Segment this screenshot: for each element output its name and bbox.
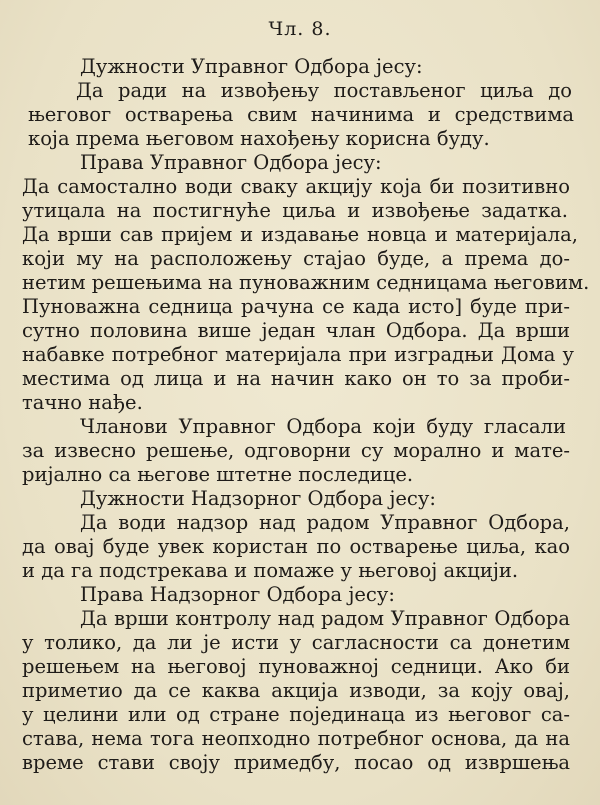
text-line: који му на расположењу стајао буде, а према до- [22,247,570,270]
text-line: Да самостално води сваку акцију која би позитивно [22,175,570,198]
text-line: набавке потребног материјала при изградњи Дома у [22,343,574,366]
text-line: Да ради на извођењу постављеног циља до [76,79,572,102]
text-line: сутно половина више један члан Одбора. Да врши [22,319,570,342]
text-line: Права Управног Одбора јесу: [80,151,382,174]
text-line: приметио да се каква акција изводи, за коју овај, [22,679,570,702]
text-line: која према његовом нахођењу корисна буду. [28,127,490,150]
text-line: и да га подстрекава и помаже у његовој акцији. [22,559,519,582]
text-line: Да врши контролу над радом Управног Одбора [80,607,570,630]
text-line: Да врши сав пријем и издавање новца и материјала, [22,223,578,246]
text-line: тачно нађе. [22,391,143,414]
article-heading: Чл. 8. [268,18,332,40]
text-line: става, нема тога неопходно потребног основа, да на [22,727,570,750]
text-line: време стави своју примедбу, посао од извршења [22,751,570,774]
text-line: Пуноважна седница рачуна се када исто] буде при- [22,295,570,318]
text-line: његовог остварења свим начинима и средствима [28,103,574,126]
text-line: у толико, да ли је исти у сагласности са донетим [22,631,570,654]
text-line: решењем на његовој пуноважној седници. Ако би [22,655,570,678]
text-line: у целини или од стране појединаца из његовог са- [22,703,570,726]
text-line: за извесно решење, одговорни су морално и мате- [22,439,570,462]
text-line: Дужности Управног Одбора јесу: [80,55,423,78]
text-line: Да води надзор над радом Управног Одбора, [80,511,570,534]
text-line: Чланови Управног Одбора који буду гласали [80,415,566,438]
text-line: нетим решењима на пуноважним седницама његовим. [22,271,590,294]
text-line: Права Надзорног Одбора јесу: [80,583,395,606]
text-line: утицала на постигнуће циља и извођење задатка. [22,199,568,222]
text-line: Дужности Надзорног Одбора јесу: [80,487,436,510]
text-line: местима од лица и на начин како он то за проби- [22,367,570,390]
text-line: ријално са његове штетне последице. [22,463,414,486]
text-line: да овај буде увек користан по остварење циља, као [22,535,570,558]
